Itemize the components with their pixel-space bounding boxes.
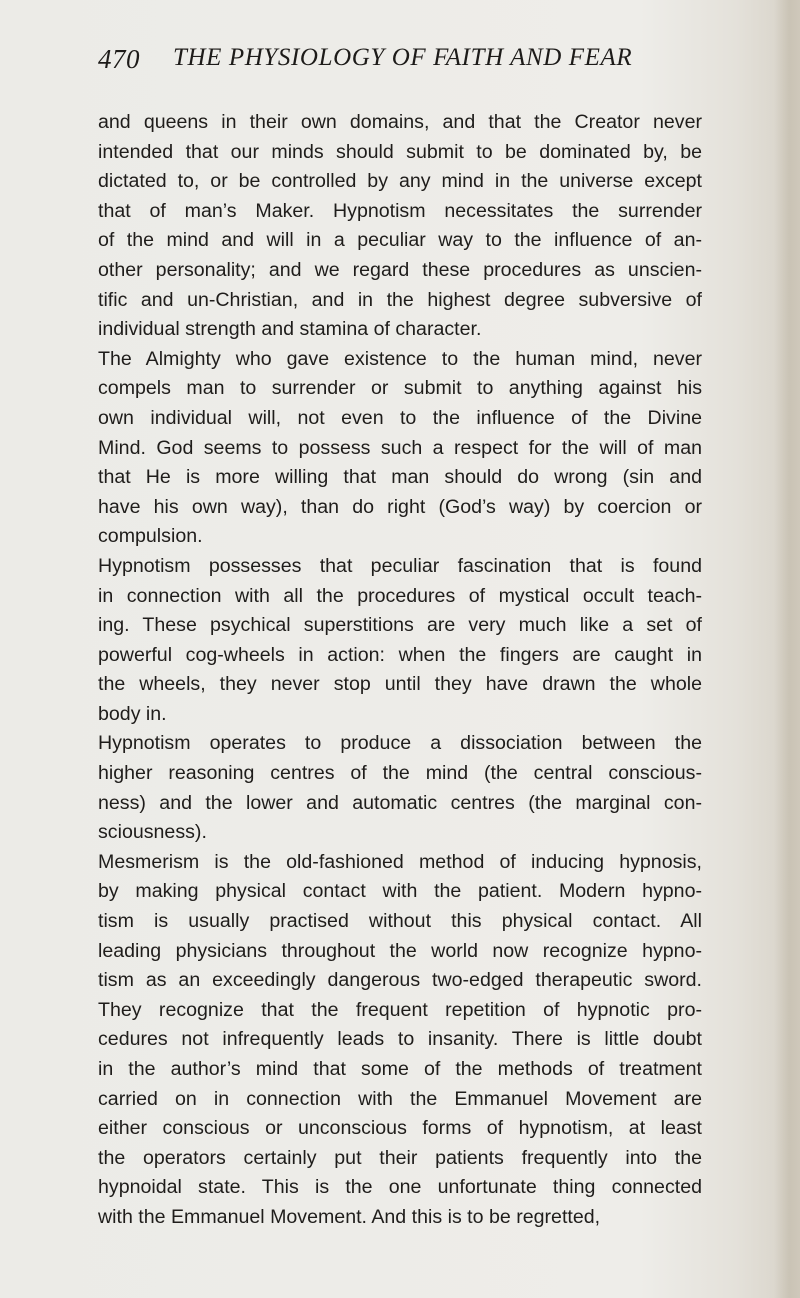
text-line: Hypnotism operates to produce a dissociation between the (98, 732, 702, 755)
text-line: in connection with all the procedures of mystical occult teach- (98, 584, 702, 607)
text-line: carried on in connection with the Emmanuel Movement are (98, 1087, 702, 1110)
running-title: THE PHYSIOLOGY OF FAITH AND FEAR (173, 44, 633, 71)
text-line: other personality; and we regard these procedures as unscien- (98, 258, 702, 281)
text-line: individual strength and stamina of character. (98, 318, 482, 341)
text-line: that of man’s Maker. Hypnotism necessitates the surrender (98, 199, 702, 222)
text-line: powerful cog-wheels in action: when the fingers are caught in (98, 643, 702, 666)
text-line: sciousness). (98, 821, 207, 844)
body-text (98, 108, 702, 1233)
text-line: in the author’s mind that some of the methods of treatment (98, 1058, 702, 1080)
text-line: tism as an exceedingly dangerous two-edged therapeutic sword. (98, 969, 702, 992)
text-line: leading physicians throughout the world now recognize hypno- (98, 939, 702, 962)
text-line: tism is usually practised without this physical contact. All (98, 910, 702, 933)
running-header (98, 44, 698, 84)
text-line: the wheels, they never stop until they have drawn the whole (98, 673, 702, 696)
text-line: Hypnotism possesses that peculiar fascination that is found (98, 554, 702, 577)
text-line: have his own way), than do right (God’s way) by coercion or (98, 495, 702, 518)
text-line: Mind. God seems to possess such a respect for the will of man (98, 436, 702, 459)
text-line: and queens in their own domains, and that the Creator never (98, 111, 702, 133)
text-line: of the mind and will in a peculiar way to the influence of an- (98, 229, 702, 252)
text-line: cedures not infrequently leads to insanity. There is little doubt (98, 1028, 702, 1051)
text-line: either conscious or unconscious forms of hypnotism, at least (98, 1117, 702, 1140)
text-line: They recognize that the frequent repetition of hypnotic pro- (98, 998, 702, 1021)
text-line: ness) and the lower and automatic centres (the marginal con- (98, 791, 702, 814)
text-line: own individual will, not even to the influence of the Divine (98, 406, 702, 429)
page-edge-shadow (774, 0, 800, 1298)
text-line: higher reasoning centres of the mind (the central conscious- (98, 762, 702, 785)
text-line: Mesmerism is the old-fashioned method of inducing hypnosis, (98, 850, 702, 873)
text-line: body in. (98, 702, 167, 725)
text-line: intended that our minds should submit to be dominated by, be (98, 140, 702, 163)
text-line: that He is more willing that man should do wrong (sin and (98, 466, 702, 489)
text-line: The Almighty who gave existence to the human mind, never (98, 347, 702, 370)
text-line: compulsion. (98, 525, 203, 548)
text-line: compels man to surrender or submit to anything against his (98, 377, 702, 400)
text-line: tific and un-Christian, and in the highest degree subversive of (98, 288, 702, 311)
text-line: the operators certainly put their patients frequently into the (98, 1146, 702, 1169)
text-line: hypnoidal state. This is the one unfortunate thing connected (98, 1176, 702, 1199)
text-line: by making physical contact with the patient. Modern hypno- (98, 880, 702, 903)
text-line: with the Emmanuel Movement. And this is to be regretted, (98, 1205, 601, 1228)
page-number: 470 (98, 44, 140, 74)
text-line: ing. These psychical superstitions are very much like a set of (98, 614, 702, 637)
text-line: dictated to, or be controlled by any mind in the universe except (98, 170, 702, 193)
